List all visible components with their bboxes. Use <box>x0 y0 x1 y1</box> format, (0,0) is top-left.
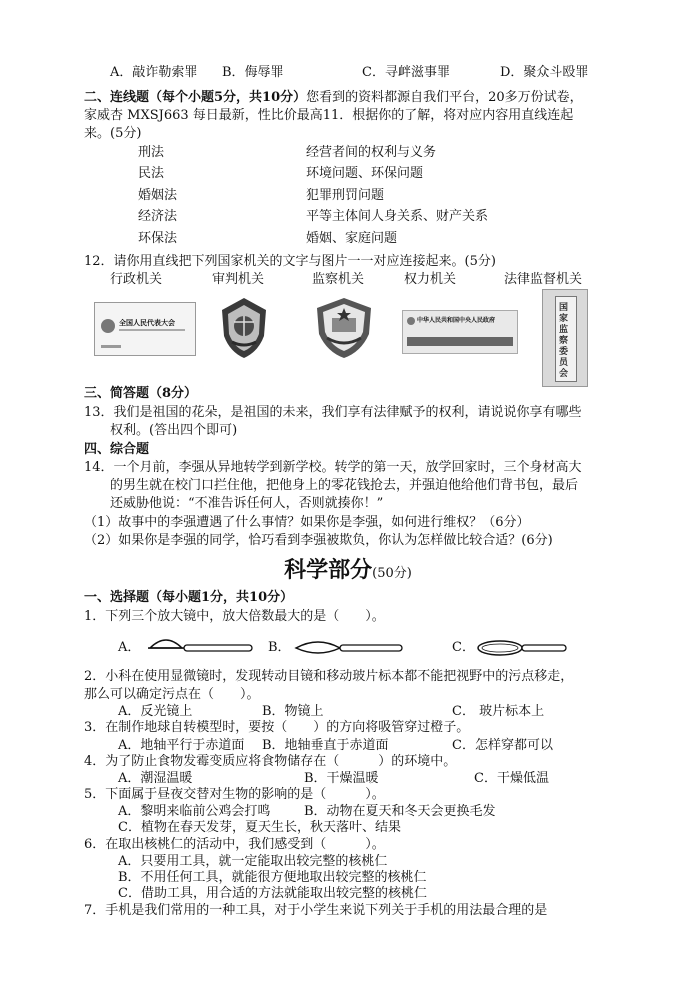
q1-option-a-label: A． <box>118 640 141 655</box>
q3-option-c: C．怎样穿都可以 <box>452 738 553 753</box>
science-title <box>0 556 696 588</box>
left-item-4: 经济法 <box>138 209 178 224</box>
question-13-line1: 13．我们是祖国的花朵，是祖国的未来，我们享有法律赋予的权利，请说说你享有哪些 <box>84 405 582 420</box>
option-d: D．聚众斗殴罪 <box>500 65 589 80</box>
commission-plaque-text: 国家监察委员会 <box>559 303 569 379</box>
q6-option-c: C．借助工具，用合适的方法就能取出较完整的核桃仁 <box>118 886 427 901</box>
science-question-2-line1: 2．小科在使用显微镜时，发现转动目镜和移动玻片标本都不能把视野中的污点移走， <box>84 669 574 684</box>
section2-heading-rest: 您看到的资料都源自我们平台，20多万份试卷， <box>306 90 583 105</box>
science-question-4: 4．为了防止食物发霉变质应将食物储存在（ ）的环境中。 <box>84 754 457 769</box>
q6-option-a: A．只要用工具，就一定能取出较完整的核桃仁 <box>118 854 388 869</box>
procuratorate-emblem-icon <box>313 296 375 360</box>
question-13-line2: 权利。(答出四个即可) <box>110 423 238 438</box>
left-item-5: 环保法 <box>138 231 178 246</box>
option-a: A．敲诈勒索罪 <box>110 65 198 80</box>
q6-option-b: B．不用任何工具，就能很方便地取出较完整的核桃仁 <box>118 870 427 885</box>
commission-plaque-image <box>542 289 588 387</box>
emblem-icon <box>101 319 115 333</box>
q1-option-b-label: B． <box>268 640 291 655</box>
question-14-sub1: （1）故事中的李强遭遇了什么事情？如果你是李强，如何进行维权？（6分） <box>84 515 530 530</box>
science-question-5: 5．下面属于昼夜交替对生物的影响的是（ ）。 <box>84 787 385 802</box>
section2-heading-bold: 二、连线题（每个小题5分，共10分） <box>84 90 307 105</box>
question-14-sub2: （2）如果你是李强的同学，恰巧看到李强被欺负，你认为怎样做比较合适？(6分) <box>84 533 553 548</box>
section2-line2: 家威杏 MXSJ663 每日最新，性比价最高11．根据你的了解，将对应内容用直线连起 <box>84 108 574 123</box>
q1-option-c-label: C． <box>452 640 475 655</box>
q5-option-c: C．植物在春天发芽，夏天生长，秋天落叶、结果 <box>118 820 401 835</box>
q3-option-b: B．地轴垂直于赤道面 <box>262 738 389 753</box>
question-14-line3: 还威胁他说：“不准告诉任何人，否则就揍你！” <box>110 496 384 511</box>
science-question-3: 3．在制作地球自转模型时，要按（ ）的方向将吸管穿过橙子。 <box>84 720 470 735</box>
science-question-2-line2: 那么可以确定污点在（ ）。 <box>84 687 260 702</box>
q2-option-c: C． 玻片标本上 <box>452 704 545 719</box>
left-item-2: 民法 <box>138 166 165 181</box>
magnifier-a-icon <box>146 634 256 660</box>
right-item-4: 平等主体间人身关系、财产关系 <box>306 209 489 224</box>
section4-heading: 四、综合题 <box>84 442 150 457</box>
right-item-2: 环境问题、环保问题 <box>306 166 424 181</box>
science-title-text: 科学部分 <box>284 557 373 583</box>
right-item-3: 犯罪刑罚问题 <box>306 188 385 203</box>
npc-sign-image <box>94 302 196 356</box>
organ-label-3: 监察机关 <box>312 272 365 287</box>
organ-label-5: 法律监督机关 <box>504 272 583 287</box>
option-b: B．侮辱罪 <box>222 65 284 80</box>
question-14-line2: 的男生就在校门口拦住他，把他身上的零花钱抢去，并强迫他给他们背书包，最后 <box>110 478 579 493</box>
section2-line3: 来。(5分) <box>84 126 142 141</box>
science-question-7: 7．手机是我们常用的一种工具，对于小学生来说下列关于手机的用法最合理的是 <box>84 903 548 918</box>
question-14-line1: 14．一个月前，李强从异地转学到新学校。转学的第一天，放学回家时，三个身材高大 <box>84 460 582 475</box>
q4-option-c: C．干燥低温 <box>474 771 549 786</box>
npc-sign-text: 全国人民代表大会 <box>119 318 175 327</box>
q4-option-b: B．干燥温暖 <box>304 771 379 786</box>
organ-label-4: 权力机关 <box>404 272 457 287</box>
right-item-1: 经营者间的权利与义务 <box>306 145 437 160</box>
q2-option-b: B．物镜上 <box>262 704 324 719</box>
left-item-1: 刑法 <box>138 145 165 160</box>
option-c: C．寻衅滋事罪 <box>362 65 450 80</box>
left-item-3: 婚姻法 <box>138 188 178 203</box>
court-emblem-icon <box>218 296 270 360</box>
magnifier-b-icon <box>294 634 406 660</box>
science-section1-heading: 一、选择题（每小题1分，共10分） <box>84 590 294 605</box>
q2-option-a: A．反光镜上 <box>118 704 193 719</box>
right-item-5: 婚姻、家庭问题 <box>306 231 398 246</box>
section2-heading <box>84 89 583 106</box>
organ-label-1: 行政机关 <box>110 272 163 287</box>
q5-option-b: B．动物在夏天和冬天会更换毛发 <box>304 804 496 819</box>
science-question-1: 1．下列三个放大镜中，放大倍数最大的是（ ）。 <box>84 609 385 624</box>
q3-option-a: A．地轴平行于赤道面 <box>118 738 245 753</box>
science-points: (50分) <box>372 566 412 581</box>
q4-option-a: A．潮湿温暖 <box>118 771 193 786</box>
magnifier-c-icon <box>476 634 570 660</box>
q5-option-a: A．黎明来临前公鸡会打鸣 <box>118 804 271 819</box>
organ-label-2: 审判机关 <box>212 272 265 287</box>
emblem-icon-small <box>407 317 415 325</box>
government-sign-text: 中华人民共和国中央人民政府 <box>417 317 496 324</box>
government-sign-image <box>402 310 518 354</box>
section3-heading: 三、简答题（8分） <box>84 386 198 401</box>
question-12: 12．请你用直线把下列国家机关的文字与图片一一对应连接起来。(5分) <box>84 254 496 269</box>
science-question-6: 6．在取出核桃仁的活动中，我们感受到（ ）。 <box>84 837 385 852</box>
